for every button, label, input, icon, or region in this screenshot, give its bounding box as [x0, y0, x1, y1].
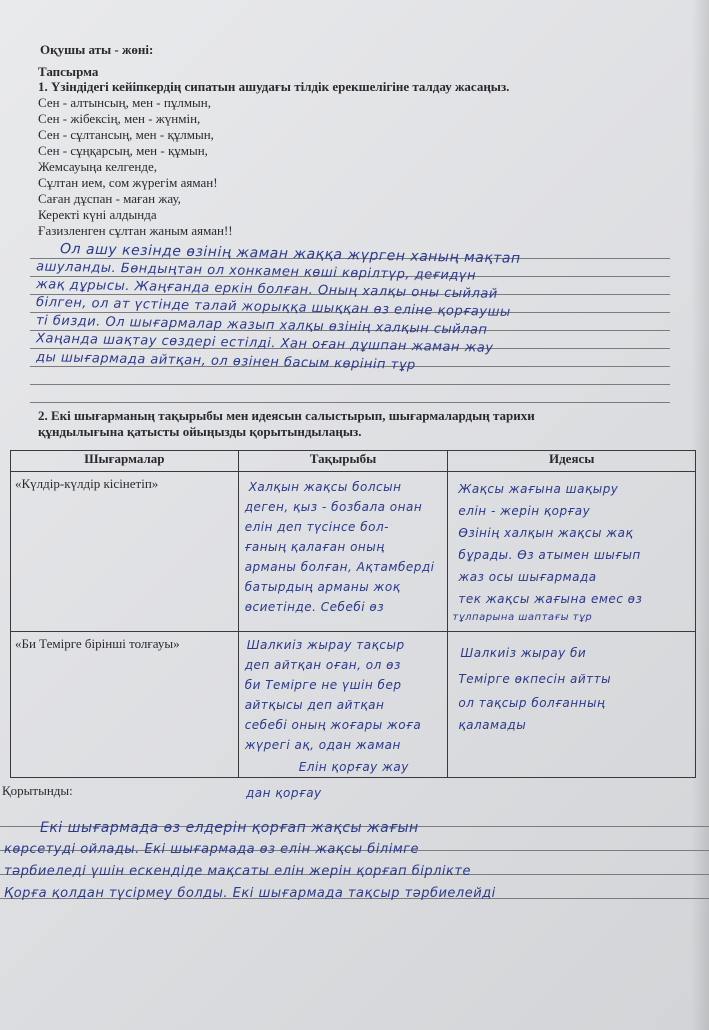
- handwritten-line: Жақсы жағына шақыру: [458, 482, 619, 496]
- table-row: [11, 632, 696, 778]
- column-header: Идеясы: [448, 451, 696, 472]
- handwritten-line: ғаның қалаған оның: [244, 540, 385, 554]
- poem-line: Сен - сұңқарсың, мен - құмын,: [38, 143, 208, 158]
- work-title: «Күлдір-күлдір кісінетіп»: [15, 476, 159, 491]
- poem-line: Сен - сұлтансың, мен - құлмын,: [38, 127, 214, 142]
- handwritten-line: ашуланды. Бөндыңтан ол хонкамен көші көрілтүр, деғидүн: [35, 259, 477, 284]
- handwritten-line: деп айтқан оған, ол өз: [244, 658, 401, 672]
- poem-line: Сен - алтынсың, мен - пұлмын,: [38, 95, 211, 110]
- handwritten-line: бұрады. Өз атымен шығып: [458, 548, 641, 562]
- handwritten-line: Ол ашу кезінде өзінің жаман жаққа жүрген ханың мақтап: [59, 241, 521, 267]
- handwritten-line: жүрегі ақ, одан жаман: [244, 738, 401, 752]
- handwritten-line: көрсетуді ойлады. Екі шығармада өз елін жақсы білімге: [4, 842, 419, 857]
- handwritten-line: тұлпарына шаптағы тұр: [452, 612, 593, 623]
- handwritten-line: дан қорғау: [246, 786, 322, 800]
- handwritten-line: елін - жерін қорғау: [458, 504, 591, 518]
- handwritten-line: Өзінің халқын жақсы жақ: [458, 526, 634, 540]
- handwritten-line: Халқын жақсы болсын: [248, 480, 402, 494]
- handwritten-line: ды шығармада айтқан, ол өзінен басым көрініп тұр: [35, 350, 416, 373]
- works-table: [10, 450, 696, 778]
- column-header: Тақырыбы: [238, 451, 448, 472]
- handwritten-line: Шалкиіз жырау би: [460, 646, 587, 660]
- poem-line: Саған дұспан - маған жау,: [38, 191, 181, 206]
- handwritten-line: жақ дұрысы. Жаңғанда еркін болған. Оның халқы оны сыйлай: [35, 277, 498, 302]
- work-title: «Би Темірге бірінші толғауы»: [15, 636, 180, 651]
- handwritten-line: білген, ол ат үстінде талай жорыққа шыққан өз еліне қорғаушы: [35, 295, 511, 320]
- poem-line: Керекті күні алдында: [38, 207, 157, 222]
- handwritten-line: би Темірге не үшін бер: [244, 678, 402, 692]
- poem-line: Жемсауыңа келгенде,: [38, 159, 158, 174]
- handwritten-line: Хаңанда шақтау сөздері естілді. Хан оған дұшпан жаман жау: [35, 331, 494, 356]
- handwritten-line: арманы болған, Ақтамберді: [244, 560, 435, 574]
- handwritten-line: Шалкиіз жырау тақсыр: [246, 638, 405, 652]
- handwritten-line: Екі шығармада өз елдерін қорғап жақсы жағын: [40, 820, 419, 836]
- handwritten-line: Елін қорғау жау: [298, 760, 409, 774]
- theme-cell: [238, 472, 448, 632]
- table-row: [11, 472, 696, 632]
- column-header: Шығармалар: [11, 451, 239, 472]
- poem-line: Сен - жібексің, мен - жүнмін,: [38, 111, 201, 126]
- handwritten-line: батырдың арманы жоқ: [244, 580, 401, 594]
- poem-line: Ғазизленген сұлтан жаным аяман!!: [38, 223, 233, 238]
- work-title-cell: [11, 632, 239, 778]
- question-1: 1. Үзіндідегі кейіпкердің сипатын ашудағы тілдік ерекшелігіне талдау жасаңыз.: [38, 79, 510, 94]
- idea-cell: [448, 632, 696, 778]
- handwritten-line: өсиетінде. Себебі өз: [244, 600, 385, 614]
- handwritten-line: Қорға қолдан түсірмеу болды. Екі шығармада тақсыр тәрбиелейді: [4, 886, 496, 901]
- idea-cell: [448, 472, 696, 632]
- handwritten-line: тәрбиеледі үшін ескендіде мақсаты елін жерін қорғап бірлікте: [4, 864, 471, 879]
- handwritten-line: себебі оның жоғары жоға: [244, 718, 422, 732]
- poem-line: Сұлтан ием, сом жүрегім аяман!: [38, 175, 218, 190]
- work-title-cell: [11, 472, 239, 632]
- handwritten-line: Темірге өкпесін айтты: [458, 672, 612, 686]
- theme-cell: [238, 632, 448, 778]
- handwritten-line: қаламады: [458, 718, 527, 732]
- question-2-line-2: құндылығына қатысты ойыңызды қорытындылаңыз.: [38, 424, 362, 439]
- question-2-line-1: 2. Екі шығарманың тақырыбы мен идеясын салыстырып, шығармалардың тарихи: [38, 408, 535, 423]
- table-header-row: [11, 451, 696, 472]
- handwritten-line: тек жақсы жағына емес өз: [458, 592, 643, 606]
- handwritten-line: жаз осы шығармада: [458, 570, 597, 584]
- handwritten-line: ті бизди. Ол шығармалар жазып халқы өзінің халқын сыйлап: [35, 313, 488, 338]
- task-title: Тапсырма: [38, 64, 99, 79]
- conclusion-label: Қорытынды:: [2, 783, 73, 798]
- handwritten-line: айтқысы деп айтқан: [244, 698, 385, 712]
- handwritten-line: деген, қыз - бозбала онан: [244, 500, 423, 514]
- student-name-label: Оқушы аты - жөні:: [40, 42, 154, 57]
- handwritten-line: ол тақсыр болғанның: [458, 696, 606, 710]
- handwritten-line: елін деп түсінсе бол-: [244, 520, 389, 534]
